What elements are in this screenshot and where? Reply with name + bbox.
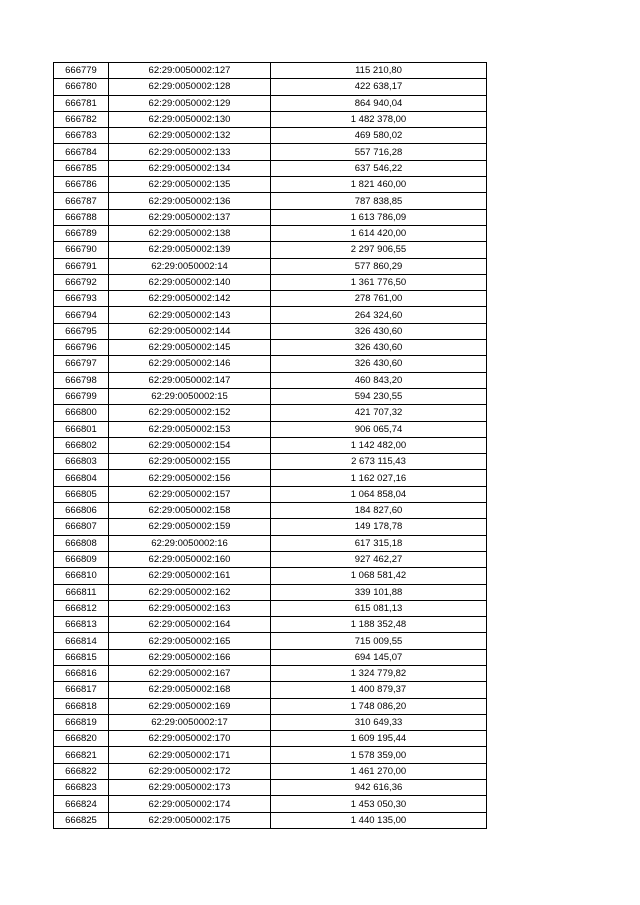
cadastral-number-cell: 62:29:0050002:137 bbox=[109, 209, 271, 225]
table-row bbox=[54, 568, 487, 584]
value-cell: 326 430,60 bbox=[271, 323, 487, 339]
table-row bbox=[54, 405, 487, 421]
table-row bbox=[54, 503, 487, 519]
cadastral-number-cell: 62:29:0050002:173 bbox=[109, 780, 271, 796]
table-row bbox=[54, 209, 487, 225]
value-cell: 1 324 779,82 bbox=[271, 665, 487, 681]
row-number-cell: 666824 bbox=[54, 796, 109, 812]
cadastral-value-table bbox=[53, 62, 487, 829]
row-number-cell: 666785 bbox=[54, 160, 109, 176]
table-row bbox=[54, 714, 487, 730]
value-cell: 1 578 359,00 bbox=[271, 747, 487, 763]
value-cell: 557 716,28 bbox=[271, 144, 487, 160]
value-cell: 326 430,60 bbox=[271, 356, 487, 372]
value-cell: 1 400 879,37 bbox=[271, 682, 487, 698]
value-cell: 1 453 050,30 bbox=[271, 796, 487, 812]
table-row bbox=[54, 79, 487, 95]
row-number-cell: 666808 bbox=[54, 535, 109, 551]
row-number-cell: 666817 bbox=[54, 682, 109, 698]
table-row bbox=[54, 470, 487, 486]
value-cell: 1 613 786,09 bbox=[271, 209, 487, 225]
cadastral-number-cell: 62:29:0050002:154 bbox=[109, 437, 271, 453]
table-row bbox=[54, 388, 487, 404]
cadastral-number-cell: 62:29:0050002:156 bbox=[109, 470, 271, 486]
table-row bbox=[54, 372, 487, 388]
table-row bbox=[54, 258, 487, 274]
value-cell: 1 614 420,00 bbox=[271, 225, 487, 241]
cadastral-number-cell: 62:29:0050002:152 bbox=[109, 405, 271, 421]
value-cell: 1 142 482,00 bbox=[271, 437, 487, 453]
table-row bbox=[54, 519, 487, 535]
cadastral-number-cell: 62:29:0050002:157 bbox=[109, 486, 271, 502]
row-number-cell: 666800 bbox=[54, 405, 109, 421]
value-cell: 2 297 906,55 bbox=[271, 242, 487, 258]
row-number-cell: 666782 bbox=[54, 111, 109, 127]
value-cell: 264 324,60 bbox=[271, 307, 487, 323]
row-number-cell: 666799 bbox=[54, 388, 109, 404]
row-number-cell: 666779 bbox=[54, 63, 109, 79]
table-row bbox=[54, 698, 487, 714]
row-number-cell: 666787 bbox=[54, 193, 109, 209]
cadastral-number-cell: 62:29:0050002:138 bbox=[109, 225, 271, 241]
table-row bbox=[54, 551, 487, 567]
row-number-cell: 666793 bbox=[54, 291, 109, 307]
row-number-cell: 666809 bbox=[54, 551, 109, 567]
cadastral-number-cell: 62:29:0050002:155 bbox=[109, 454, 271, 470]
cadastral-number-cell: 62:29:0050002:144 bbox=[109, 323, 271, 339]
cadastral-number-cell: 62:29:0050002:162 bbox=[109, 584, 271, 600]
row-number-cell: 666822 bbox=[54, 763, 109, 779]
value-cell: 787 838,85 bbox=[271, 193, 487, 209]
value-cell: 1 748 086,20 bbox=[271, 698, 487, 714]
value-cell: 1 188 352,48 bbox=[271, 617, 487, 633]
row-number-cell: 666825 bbox=[54, 812, 109, 828]
cadastral-number-cell: 62:29:0050002:165 bbox=[109, 633, 271, 649]
cadastral-number-cell: 62:29:0050002:153 bbox=[109, 421, 271, 437]
table-row bbox=[54, 144, 487, 160]
table-row bbox=[54, 649, 487, 665]
cadastral-number-cell: 62:29:0050002:171 bbox=[109, 747, 271, 763]
cadastral-number-cell: 62:29:0050002:17 bbox=[109, 714, 271, 730]
row-number-cell: 666801 bbox=[54, 421, 109, 437]
value-cell: 577 860,29 bbox=[271, 258, 487, 274]
row-number-cell: 666795 bbox=[54, 323, 109, 339]
cadastral-number-cell: 62:29:0050002:128 bbox=[109, 79, 271, 95]
row-number-cell: 666815 bbox=[54, 649, 109, 665]
cadastral-number-cell: 62:29:0050002:130 bbox=[109, 111, 271, 127]
row-number-cell: 666791 bbox=[54, 258, 109, 274]
table-row bbox=[54, 584, 487, 600]
table-row bbox=[54, 291, 487, 307]
table-row bbox=[54, 454, 487, 470]
row-number-cell: 666821 bbox=[54, 747, 109, 763]
table-row bbox=[54, 274, 487, 290]
row-number-cell: 666805 bbox=[54, 486, 109, 502]
table-row bbox=[54, 160, 487, 176]
row-number-cell: 666813 bbox=[54, 617, 109, 633]
table-row bbox=[54, 437, 487, 453]
value-cell: 326 430,60 bbox=[271, 340, 487, 356]
value-cell: 422 638,17 bbox=[271, 79, 487, 95]
value-cell: 1 162 027,16 bbox=[271, 470, 487, 486]
table-row bbox=[54, 193, 487, 209]
table-row bbox=[54, 731, 487, 747]
cadastral-number-cell: 62:29:0050002:142 bbox=[109, 291, 271, 307]
table-row bbox=[54, 633, 487, 649]
cadastral-number-cell: 62:29:0050002:166 bbox=[109, 649, 271, 665]
cadastral-number-cell: 62:29:0050002:133 bbox=[109, 144, 271, 160]
cadastral-number-cell: 62:29:0050002:160 bbox=[109, 551, 271, 567]
cadastral-number-cell: 62:29:0050002:159 bbox=[109, 519, 271, 535]
value-cell: 421 707,32 bbox=[271, 405, 487, 421]
table-row bbox=[54, 128, 487, 144]
cadastral-number-cell: 62:29:0050002:146 bbox=[109, 356, 271, 372]
value-cell: 927 462,27 bbox=[271, 551, 487, 567]
row-number-cell: 666790 bbox=[54, 242, 109, 258]
table-body bbox=[54, 63, 487, 829]
table-row bbox=[54, 780, 487, 796]
row-number-cell: 666820 bbox=[54, 731, 109, 747]
value-cell: 115 210,80 bbox=[271, 63, 487, 79]
row-number-cell: 666814 bbox=[54, 633, 109, 649]
cadastral-number-cell: 62:29:0050002:132 bbox=[109, 128, 271, 144]
cadastral-number-cell: 62:29:0050002:175 bbox=[109, 812, 271, 828]
row-number-cell: 666823 bbox=[54, 780, 109, 796]
cadastral-number-cell: 62:29:0050002:164 bbox=[109, 617, 271, 633]
cadastral-number-cell: 62:29:0050002:168 bbox=[109, 682, 271, 698]
row-number-cell: 666806 bbox=[54, 503, 109, 519]
table-row bbox=[54, 747, 487, 763]
table-row bbox=[54, 812, 487, 828]
cadastral-number-cell: 62:29:0050002:167 bbox=[109, 665, 271, 681]
row-number-cell: 666783 bbox=[54, 128, 109, 144]
row-number-cell: 666786 bbox=[54, 177, 109, 193]
value-cell: 617 315,18 bbox=[271, 535, 487, 551]
value-cell: 1 361 776,50 bbox=[271, 274, 487, 290]
row-number-cell: 666792 bbox=[54, 274, 109, 290]
cadastral-number-cell: 62:29:0050002:143 bbox=[109, 307, 271, 323]
cadastral-number-cell: 62:29:0050002:161 bbox=[109, 568, 271, 584]
row-number-cell: 666789 bbox=[54, 225, 109, 241]
cadastral-number-cell: 62:29:0050002:135 bbox=[109, 177, 271, 193]
value-cell: 1 440 135,00 bbox=[271, 812, 487, 828]
table-row bbox=[54, 177, 487, 193]
cadastral-number-cell: 62:29:0050002:14 bbox=[109, 258, 271, 274]
row-number-cell: 666797 bbox=[54, 356, 109, 372]
value-cell: 942 616,36 bbox=[271, 780, 487, 796]
table-row bbox=[54, 307, 487, 323]
table-row bbox=[54, 600, 487, 616]
value-cell: 149 178,78 bbox=[271, 519, 487, 535]
value-cell: 615 081,13 bbox=[271, 600, 487, 616]
cadastral-number-cell: 62:29:0050002:145 bbox=[109, 340, 271, 356]
table-row bbox=[54, 63, 487, 79]
row-number-cell: 666788 bbox=[54, 209, 109, 225]
cadastral-number-cell: 62:29:0050002:163 bbox=[109, 600, 271, 616]
table-row bbox=[54, 111, 487, 127]
table-row bbox=[54, 535, 487, 551]
row-number-cell: 666811 bbox=[54, 584, 109, 600]
value-cell: 1 461 270,00 bbox=[271, 763, 487, 779]
value-cell: 694 145,07 bbox=[271, 649, 487, 665]
cadastral-number-cell: 62:29:0050002:147 bbox=[109, 372, 271, 388]
row-number-cell: 666816 bbox=[54, 665, 109, 681]
row-number-cell: 666798 bbox=[54, 372, 109, 388]
value-cell: 469 580,02 bbox=[271, 128, 487, 144]
table-row bbox=[54, 95, 487, 111]
row-number-cell: 666784 bbox=[54, 144, 109, 160]
table-row bbox=[54, 225, 487, 241]
row-number-cell: 666804 bbox=[54, 470, 109, 486]
row-number-cell: 666818 bbox=[54, 698, 109, 714]
table-row bbox=[54, 242, 487, 258]
cadastral-number-cell: 62:29:0050002:170 bbox=[109, 731, 271, 747]
table-row bbox=[54, 617, 487, 633]
cadastral-number-cell: 62:29:0050002:172 bbox=[109, 763, 271, 779]
table-row bbox=[54, 356, 487, 372]
cadastral-number-cell: 62:29:0050002:16 bbox=[109, 535, 271, 551]
table-row bbox=[54, 665, 487, 681]
row-number-cell: 666780 bbox=[54, 79, 109, 95]
value-cell: 460 843,20 bbox=[271, 372, 487, 388]
value-cell: 2 673 115,43 bbox=[271, 454, 487, 470]
value-cell: 1 064 858,04 bbox=[271, 486, 487, 502]
row-number-cell: 666781 bbox=[54, 95, 109, 111]
value-cell: 637 546,22 bbox=[271, 160, 487, 176]
value-cell: 1 482 378,00 bbox=[271, 111, 487, 127]
cadastral-number-cell: 62:29:0050002:127 bbox=[109, 63, 271, 79]
row-number-cell: 666794 bbox=[54, 307, 109, 323]
row-number-cell: 666819 bbox=[54, 714, 109, 730]
value-cell: 310 649,33 bbox=[271, 714, 487, 730]
cadastral-number-cell: 62:29:0050002:134 bbox=[109, 160, 271, 176]
value-cell: 594 230,55 bbox=[271, 388, 487, 404]
cadastral-number-cell: 62:29:0050002:136 bbox=[109, 193, 271, 209]
row-number-cell: 666802 bbox=[54, 437, 109, 453]
value-cell: 906 065,74 bbox=[271, 421, 487, 437]
cadastral-number-cell: 62:29:0050002:129 bbox=[109, 95, 271, 111]
cadastral-number-cell: 62:29:0050002:169 bbox=[109, 698, 271, 714]
row-number-cell: 666803 bbox=[54, 454, 109, 470]
row-number-cell: 666807 bbox=[54, 519, 109, 535]
table-row bbox=[54, 323, 487, 339]
cadastral-number-cell: 62:29:0050002:174 bbox=[109, 796, 271, 812]
value-cell: 339 101,88 bbox=[271, 584, 487, 600]
table-row bbox=[54, 340, 487, 356]
cadastral-number-cell: 62:29:0050002:139 bbox=[109, 242, 271, 258]
table-row bbox=[54, 682, 487, 698]
row-number-cell: 666796 bbox=[54, 340, 109, 356]
cadastral-number-cell: 62:29:0050002:158 bbox=[109, 503, 271, 519]
cadastral-number-cell: 62:29:0050002:15 bbox=[109, 388, 271, 404]
table-row bbox=[54, 421, 487, 437]
row-number-cell: 666810 bbox=[54, 568, 109, 584]
cadastral-number-cell: 62:29:0050002:140 bbox=[109, 274, 271, 290]
value-cell: 278 761,00 bbox=[271, 291, 487, 307]
value-cell: 1 821 460,00 bbox=[271, 177, 487, 193]
table-row bbox=[54, 796, 487, 812]
value-cell: 1 068 581,42 bbox=[271, 568, 487, 584]
table-row bbox=[54, 763, 487, 779]
value-cell: 715 009,55 bbox=[271, 633, 487, 649]
table-row bbox=[54, 486, 487, 502]
row-number-cell: 666812 bbox=[54, 600, 109, 616]
value-cell: 184 827,60 bbox=[271, 503, 487, 519]
value-cell: 1 609 195,44 bbox=[271, 731, 487, 747]
value-cell: 864 940,04 bbox=[271, 95, 487, 111]
